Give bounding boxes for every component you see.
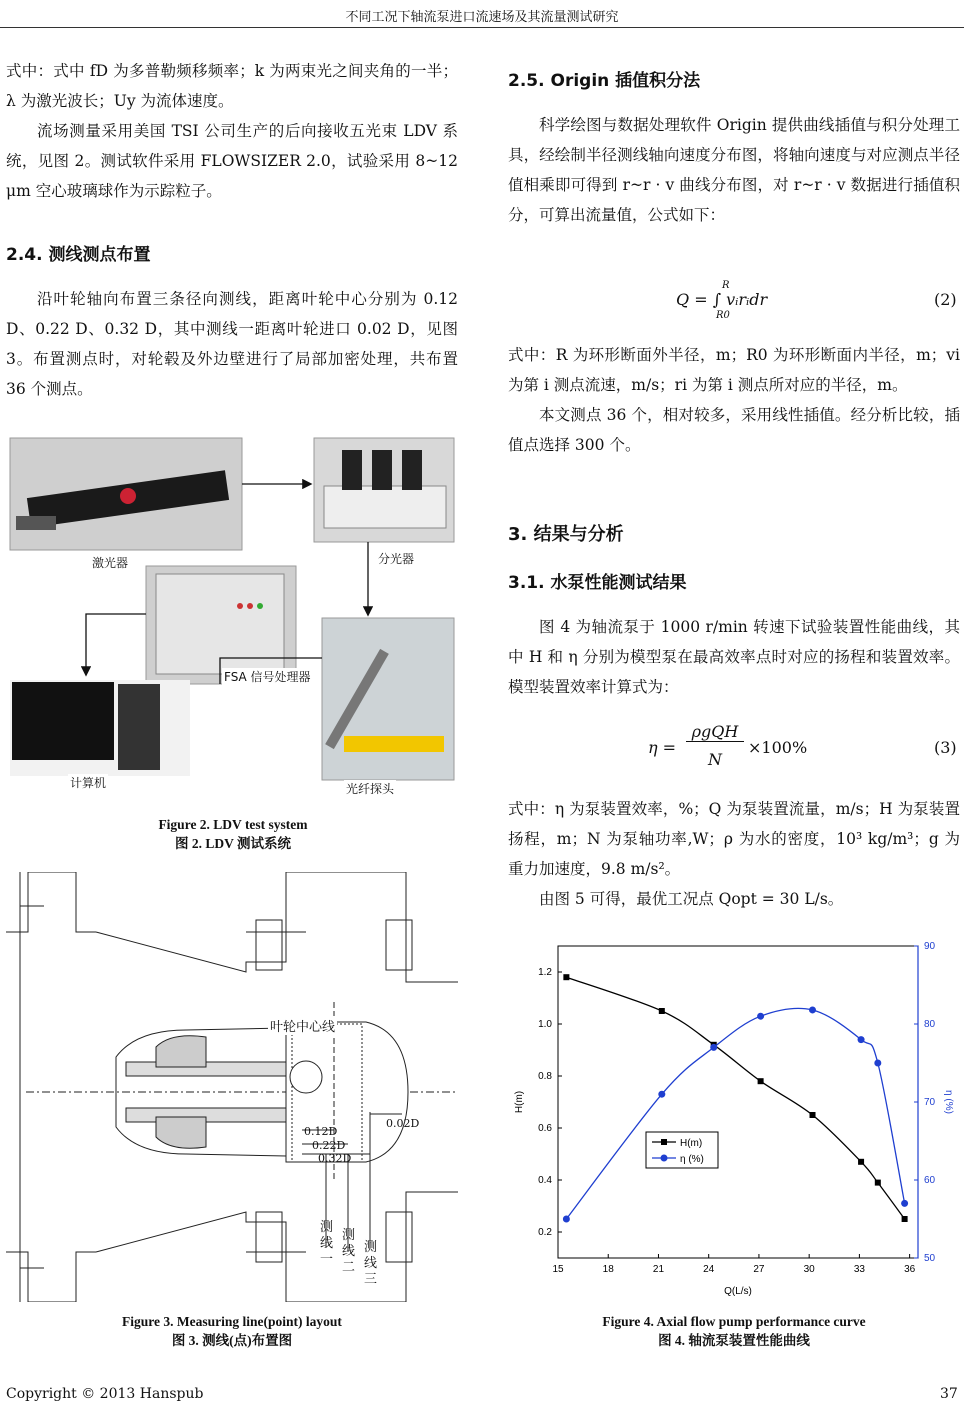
dim-0-12d: 0.12D [304, 1125, 338, 1138]
x-tick-label: 27 [753, 1264, 765, 1275]
data-point-eta [858, 1036, 865, 1043]
label-impeller-centerline: 叶轮中心线 [268, 1016, 337, 1035]
y-tick-label: 1.2 [538, 967, 552, 978]
legend-label-0: H(m) [680, 1138, 703, 1149]
data-point-h [875, 1180, 881, 1186]
section-heading-3: 3. 结果与分析 [508, 524, 624, 545]
figure-3-caption-en: Figure 3. Measuring line(point) layout [122, 1314, 342, 1329]
section-heading-2-4: 2.4. 测线测点布置 [6, 245, 151, 265]
series-line-0 [566, 977, 904, 1219]
equation-3-tail: ×100% [748, 738, 808, 757]
label-fsa: FSA 信号处理器 [224, 670, 311, 684]
y-tick-label: 0.4 [538, 1175, 552, 1186]
paragraph-ldv: 流场测量采用美国 TSI 公司生产的后向接收五光束 LDV 系统，见图 2。测试软件采用 FLOWSIZER 2.0，试验采用 8~12 μm 空心玻璃球作为示踪粒子。 [6, 122, 458, 200]
figure-2-caption-cn: 图 2. LDV 测试系统 [174, 836, 291, 851]
left-column-2 [6, 284, 458, 404]
equation-2-body: Q = ∫ vᵢrᵢdr [676, 290, 768, 309]
splitter-box [324, 486, 446, 528]
figure-4-caption [508, 1312, 960, 1350]
data-point-eta [901, 1200, 908, 1207]
figure-4-caption-cn: 图 4. 轴流泵装置性能曲线 [658, 1333, 810, 1348]
probe-rail [344, 736, 444, 752]
y2-tick-label: 60 [924, 1175, 936, 1186]
y2-tick-label: 90 [924, 941, 936, 952]
data-point-eta [874, 1060, 881, 1067]
splitter-coupler-3 [402, 450, 422, 490]
figure-2-caption-en: Figure 2. LDV test system [158, 817, 308, 832]
data-point-eta [658, 1091, 665, 1098]
equation-2-number: (2) [934, 290, 957, 309]
x-tick-label: 15 [552, 1264, 564, 1275]
x-tick-label: 18 [602, 1264, 614, 1275]
y2-tick-label: 80 [924, 1019, 936, 1030]
laser-stand [16, 516, 56, 530]
equation-2 [676, 290, 767, 309]
right-column-2 [508, 340, 960, 460]
label-line-1: 测线一 [320, 1220, 334, 1267]
right-column-1 [508, 110, 960, 230]
label-line-2: 测线二 [342, 1228, 356, 1275]
x-tick-label: 36 [904, 1264, 916, 1275]
y-tick-label: 0.8 [538, 1071, 552, 1082]
y2-axis-label: η (%) [943, 1090, 954, 1114]
paragraph-symbols: 式中：式中 fD 为多普勒频移频率；k 为两束光之间夹角的一半；λ 为激光波长；Uy 为流体速度。 [6, 62, 458, 110]
dim-0-32d: 0.32D [318, 1152, 352, 1165]
data-point-h [563, 974, 569, 980]
data-point-h [810, 1112, 816, 1118]
label-laser: 激光器 [92, 556, 129, 570]
right-column-3 [508, 612, 960, 702]
left-column [6, 56, 458, 206]
x-tick-label: 21 [652, 1264, 665, 1275]
paragraph-pump-performance: 图 4 为轴流泵于 1000 r/min 转速下试验装置性能曲线，其中 H 和 η 分别为模型泵在最高效率点时对应的扬程和装置效率。模型装置效率计算式为： [508, 618, 960, 696]
paragraph-optimal: 由图 5 可得，最优工况点 Qopt = 30 L/s。 [539, 890, 844, 908]
pc-tower [118, 684, 160, 770]
label-probe: 光纤探头 [346, 782, 395, 796]
y-tick-label: 0.6 [538, 1123, 552, 1134]
right-column-4 [508, 794, 960, 914]
figure-3 [6, 872, 458, 1302]
label-line-3: 测线三 [364, 1240, 378, 1287]
paragraph-eq2-symbols: 式中：R 为环形断面外半径，m；R0 为环形断面内半径，m；vi 为第 i 测点流速，m/s；ri 为第 i 测点所对应的半径，m。 [508, 346, 960, 394]
legend-marker-eta [661, 1155, 668, 1162]
legend-marker-h [661, 1139, 667, 1145]
figure-3-caption [6, 1312, 458, 1350]
y-tick-label: 0.2 [538, 1227, 552, 1238]
figure-4-caption-en: Figure 4. Axial flow pump performance curve [602, 1314, 866, 1329]
figure-2-caption [8, 815, 458, 853]
x-tick-label: 30 [803, 1264, 815, 1275]
header-rule [0, 27, 964, 28]
x-tick-label: 24 [703, 1264, 715, 1275]
data-point-eta [757, 1013, 764, 1020]
legend-label-1: η (%) [680, 1154, 704, 1165]
figure-3-caption-cn: 图 3. 测线(点)布置图 [171, 1333, 293, 1348]
section-heading-2-5: 2.5. Origin 插值积分法 [508, 71, 701, 91]
section-heading-3-1: 3.1. 水泵性能测试结果 [508, 573, 687, 593]
performance-chart [508, 938, 960, 1300]
dim-0-02d: 0.02D [386, 1117, 420, 1130]
data-point-eta [563, 1216, 570, 1223]
y2-tick-label: 70 [924, 1097, 936, 1108]
running-header: 不同工况下轴流泵进口流速场及其流量测试研究 [345, 10, 619, 25]
y2-tick-label: 50 [924, 1253, 936, 1264]
data-point-eta [710, 1044, 717, 1051]
figure-2 [8, 436, 458, 800]
series-line-1 [566, 1008, 904, 1219]
data-point-h [858, 1159, 864, 1165]
splitter-coupler-2 [372, 450, 392, 490]
splitter-coupler-1 [342, 450, 362, 490]
y-tick-label: 1.0 [538, 1019, 552, 1030]
equation-2-lower: R0 [716, 310, 730, 321]
equation-3-numerator: ρgQH [686, 722, 744, 742]
equation-3-number: (3) [934, 738, 957, 757]
equation-3-lhs: η = [648, 738, 677, 757]
monitor [12, 682, 114, 760]
x-tick-label: 33 [853, 1264, 865, 1275]
label-splitter: 分光器 [378, 552, 415, 566]
data-point-h [902, 1216, 908, 1222]
footer-copyright: Copyright © 2013 Hanspub [6, 1386, 204, 1402]
x-axis-label: Q(L/s) [724, 1286, 752, 1297]
probe-photo [322, 618, 454, 780]
data-point-h [659, 1008, 665, 1014]
measuring-layout-drawing [6, 872, 458, 1302]
laser-logo-icon [120, 488, 136, 504]
ldv-system-diagram [8, 436, 458, 800]
dim-0-22d: 0.22D [312, 1139, 346, 1152]
paragraph-interpolation: 本文测点 36 个，相对较多，采用线性插值。经分析比较，插值点选择 300 个。 [508, 406, 960, 454]
equation-3-denominator: N [708, 750, 722, 769]
data-point-eta [809, 1006, 816, 1013]
arrow-fsa-computer [86, 614, 146, 674]
label-computer: 计算机 [70, 776, 107, 790]
data-point-h [758, 1078, 764, 1084]
paragraph-origin: 科学绘图与数据处理软件 Origin 提供曲线插值与积分处理工具，经绘制半径测线轴向速度分布图，将轴向速度与对应测点半径值相乘即可得到 r~r · v 曲线分布图，对 r~r · v 数据进行插值积分，可算出流量值，公式如下： [508, 116, 960, 224]
equation-2-upper: R [722, 280, 730, 291]
y-axis-label: H(m) [514, 1090, 525, 1114]
footer-page-number: 37 [940, 1386, 958, 1402]
paragraph-eq3-symbols: 式中：η 为泵装置效率，%；Q 为泵装置流量，m/s；H 为泵装置扬程，m；N 为泵轴功率,W；ρ 为水的密度，10³ kg/m³；g 为重力加速度，9.8 m/s²。 [508, 800, 960, 878]
paragraph-measuring-lines: 沿叶轮轴向布置三条径向测线，距离叶轮中心分别为 0.12 D、0.22 D、0.32 D，其中测线一距离叶轮进口 0.02 D，见图 3。布置测点时，对轮毂及外边壁进行了局部加密处理，共布置 36 个测点。 [6, 290, 458, 398]
